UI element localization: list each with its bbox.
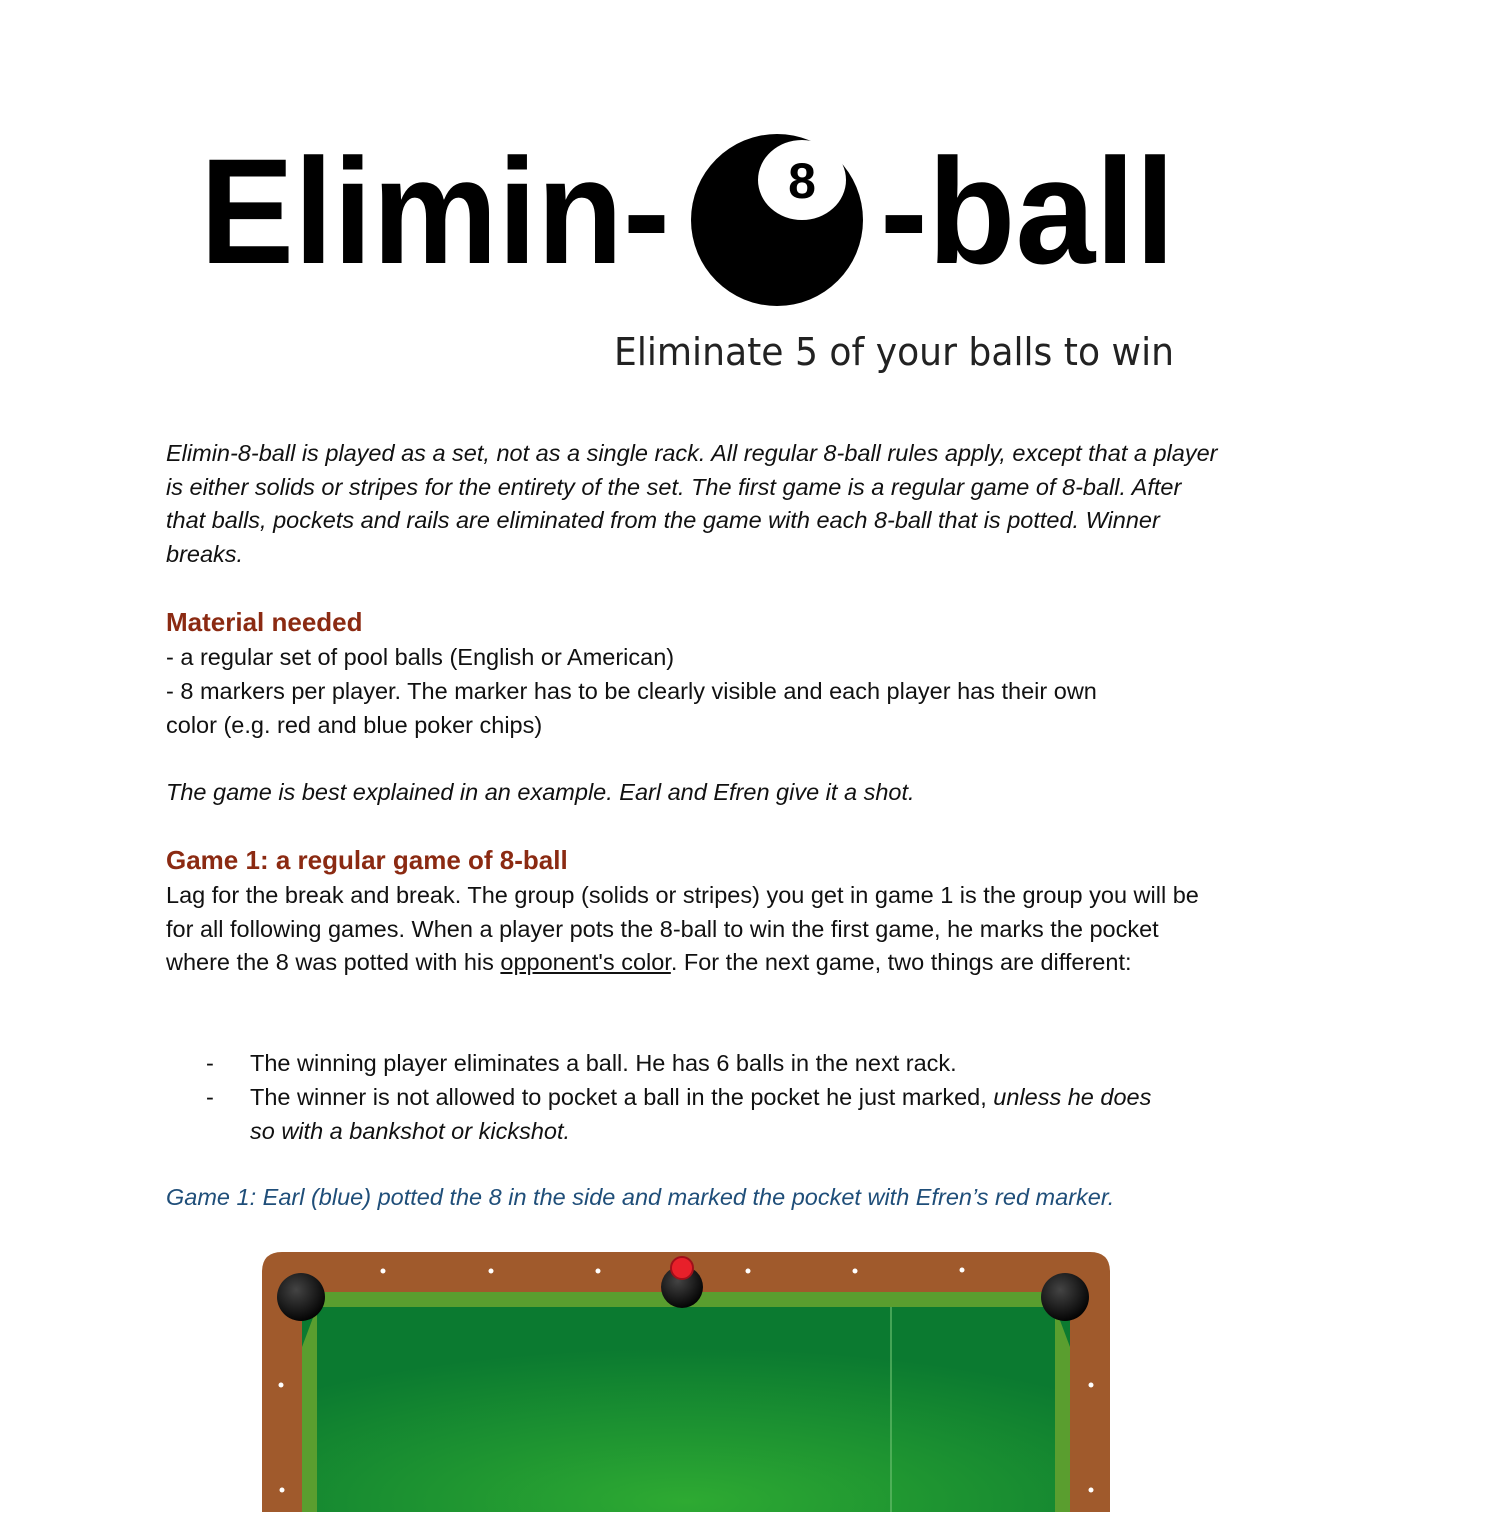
material-item: - 8 markers per player. The marker has to be clearly visible and each player has their own color (e.g. red and blue poker chips)	[166, 678, 1097, 738]
table-felt	[317, 1307, 1055, 1512]
corner-pocket	[1041, 1273, 1089, 1321]
logo-right-text: -ball	[880, 127, 1175, 295]
bullet-text: The winning player eliminates a ball. He has 6 balls in the next rack.	[250, 1050, 957, 1076]
example-intro: The game is best explained in an example. Earl and Efren give it a shot.	[166, 779, 915, 805]
game1-text-end: . For the next game, two things are different:	[670, 949, 1132, 976]
red-marker-icon	[671, 1257, 693, 1279]
intro-paragraph: Elimin-8-ball is played as a set, not as a single rack. All regular 8-ball rules apply, except that a player is either solids or stripes for the entirety of the set. The first game is a regular game of 8-ball. After that balls, pockets and rails are eliminated from the game with each 8-ball that is potted. Winner breaks.	[166, 440, 1218, 567]
corner-pocket	[277, 1273, 325, 1321]
game1-text: Lag for the break and break. The group (solids or stripes) you get in game 1 is the group you will be for all following games. When a player pots the 8-ball to win the first game, he marks the pocket where the 8 was potted with his	[166, 882, 1199, 976]
game1-paragraph	[166, 879, 1211, 980]
eight-ball-icon	[691, 134, 863, 306]
material-heading: Material needed	[166, 607, 363, 637]
logo	[190, 125, 1190, 390]
material-item: - a regular set of pool balls (English or American)	[166, 644, 675, 670]
bullet-text: The winner is not allowed to pocket a ball in the pocket he just marked, unless he does so with a bankshot or kickshot.	[250, 1084, 1152, 1144]
bullet-dash: -	[206, 1050, 214, 1076]
bullet-dash: -	[206, 1084, 214, 1110]
figure-caption: Game 1: Earl (blue) potted the 8 in the side and marked the pocket with Efren’s red marker.	[166, 1184, 1115, 1210]
game1-heading: Game 1: a regular game of 8-ball	[166, 845, 568, 875]
opponent-color-text: opponent's color	[500, 949, 671, 976]
logo-left-text: Elimin-	[200, 127, 670, 295]
logo-tagline: Eliminate 5 of your balls to win	[614, 330, 1174, 374]
ball-number: 8	[788, 153, 816, 209]
pool-table-diagram	[262, 1252, 1112, 1517]
